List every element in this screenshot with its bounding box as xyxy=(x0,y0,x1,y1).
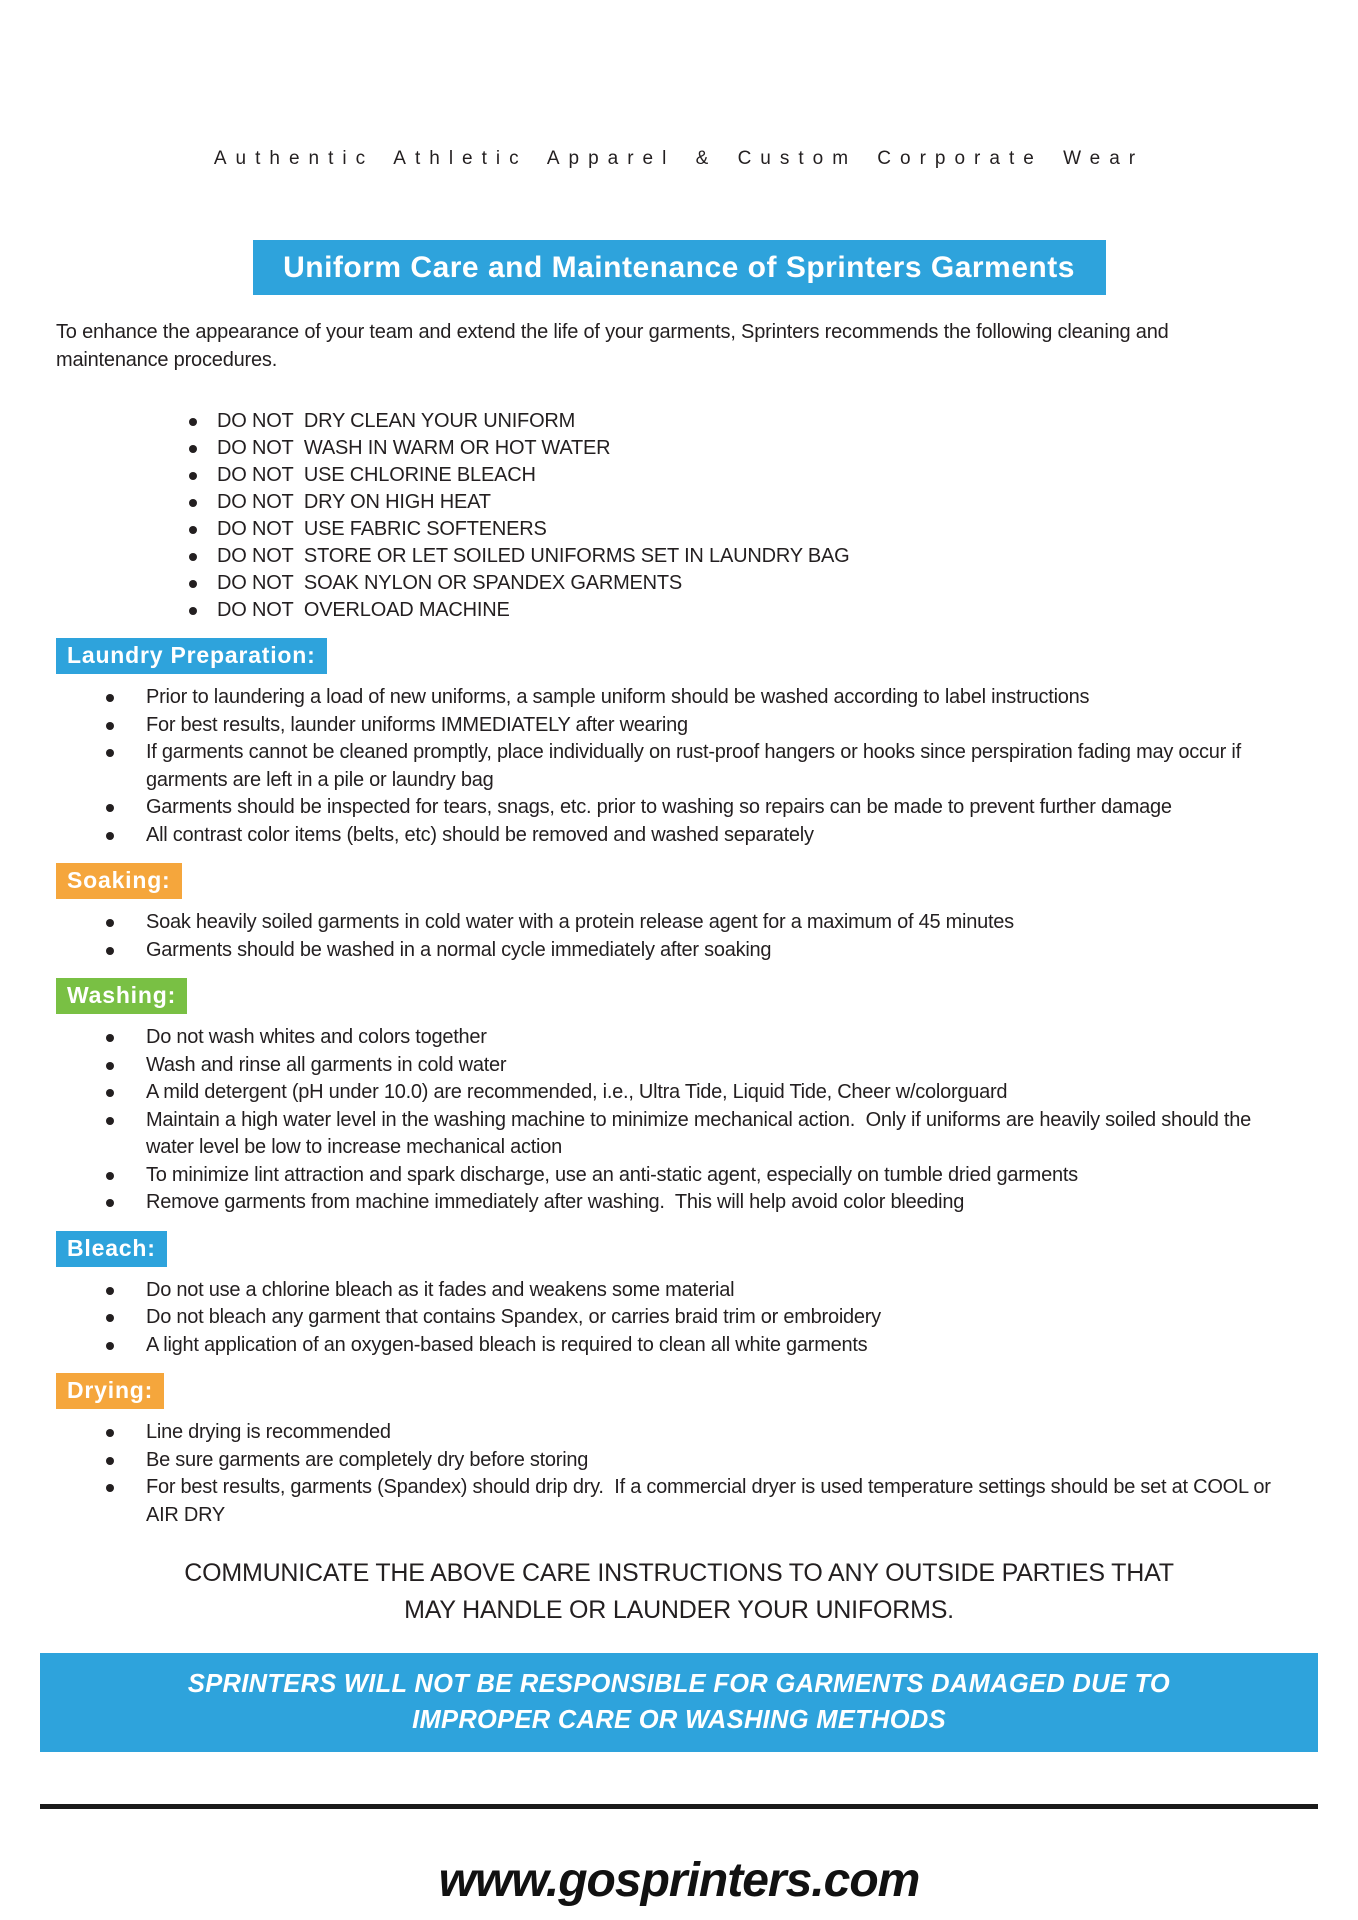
do-not-item xyxy=(189,516,1358,543)
intro-paragraph: To enhance the appearance of your team and extend the life of your garments, Sprinters recommends the following cleaning and maintenance procedures. xyxy=(56,321,1169,371)
disclaimer-line-1: SPRINTERS WILL NOT BE RESPONSIBLE FOR GARMENTS DAMAGED DUE TO xyxy=(187,1670,1171,1698)
section-heading-bleach: Bleach: xyxy=(56,1231,167,1267)
website-url: www.gosprinters.com xyxy=(438,1854,920,1907)
bleach-list xyxy=(0,1277,1358,1360)
do-not-item xyxy=(189,597,1358,624)
bullet-icon xyxy=(106,1484,114,1492)
list-item xyxy=(106,1052,1358,1080)
bullet-icon xyxy=(106,919,114,927)
bullet-icon xyxy=(106,832,114,840)
bullet-icon xyxy=(106,947,114,955)
bullet-icon xyxy=(106,1089,114,1097)
bullet-icon xyxy=(106,749,114,757)
bullet-icon xyxy=(106,1062,114,1070)
section-soaking xyxy=(0,863,1358,964)
list-item-text: A light application of an oxygen-based bleach is required to clean all white garments xyxy=(146,1333,868,1356)
communicate-line-2: MAY HANDLE OR LAUNDER YOUR UNIFORMS. xyxy=(404,1596,954,1624)
do-not-list xyxy=(0,408,1358,624)
list-item xyxy=(106,1419,1358,1447)
do-not-item xyxy=(189,570,1358,597)
list-item-text: Line drying is recommended xyxy=(146,1421,391,1443)
list-item-text: Be sure garments are completely dry before storing xyxy=(146,1448,589,1471)
do-not-text: DO NOT OVERLOAD MACHINE xyxy=(217,599,510,621)
section-heading-laundry-preparation: Laundry Preparation: xyxy=(56,638,327,674)
disclaimer-banner xyxy=(40,1653,1318,1752)
list-item xyxy=(106,1189,1358,1217)
disclaimer-line-2: IMPROPER CARE OR WASHING METHODS xyxy=(412,1706,946,1734)
list-item-text: Wash and rinse all garments in cold water xyxy=(146,1053,507,1076)
list-item xyxy=(106,1474,1358,1529)
page-title: Uniform Care and Maintenance of Sprinters Garments xyxy=(283,250,1075,284)
bullet-icon xyxy=(106,1117,114,1125)
bullet-icon xyxy=(189,580,197,588)
bullet-icon xyxy=(106,804,114,812)
do-not-text: DO NOT USE FABRIC SOFTENERS xyxy=(217,518,547,540)
section-bleach xyxy=(0,1231,1358,1360)
brand-tagline: Authentic Athletic Apparel & Custom Corporate Wear xyxy=(213,148,1145,169)
section-washing xyxy=(0,978,1358,1217)
bullet-icon xyxy=(106,694,114,702)
do-not-text: DO NOT SOAK NYLON OR SPANDEX GARMENTS xyxy=(217,572,683,594)
list-item xyxy=(106,1107,1358,1162)
bullet-icon xyxy=(189,526,197,534)
list-item xyxy=(106,1332,1358,1360)
list-item-text: Soak heavily soiled garments in cold water with a protein release agent for a maximum of 45 minutes xyxy=(146,911,1014,933)
list-item xyxy=(106,712,1358,740)
list-item-text: Prior to laundering a load of new uniforms, a sample uniform should be washed according to label instructions xyxy=(146,686,1090,708)
bullet-icon xyxy=(106,722,114,730)
do-not-item xyxy=(189,489,1358,516)
bullet-icon xyxy=(106,1342,114,1350)
list-item xyxy=(106,1162,1358,1190)
list-item-text: For best results, garments (Spandex) should drip dry. If a commercial dryer is used temperature settings should be set at COOL or AIR DRY xyxy=(146,1476,1275,1526)
section-drying xyxy=(0,1373,1358,1529)
list-item-text: All contrast color items (belts, etc) should be removed and washed separately xyxy=(146,823,814,846)
list-item xyxy=(106,909,1358,937)
do-not-text: DO NOT DRY CLEAN YOUR UNIFORM xyxy=(217,410,576,432)
do-not-text: DO NOT USE CHLORINE BLEACH xyxy=(217,464,536,486)
do-not-item xyxy=(189,543,1358,570)
list-item-text: For best results, launder uniforms IMMEDIATELY after wearing xyxy=(146,713,688,736)
list-item-text: Garments should be inspected for tears, snags, etc. prior to washing so repairs can be made to prevent further damage xyxy=(146,796,1172,818)
list-item xyxy=(106,684,1358,712)
list-item-text: If garments cannot be cleaned promptly, place individually on rust-proof hangers or hooks since perspiration fading may occur if garments are left in a pile or laundry bag xyxy=(146,741,1247,791)
do-not-text: DO NOT WASH IN WARM OR HOT WATER xyxy=(217,437,611,459)
bullet-icon xyxy=(189,553,197,561)
bullet-icon xyxy=(189,499,197,507)
list-item xyxy=(106,937,1358,965)
do-not-text: DO NOT DRY ON HIGH HEAT xyxy=(217,491,491,513)
list-item-text: Do not bleach any garment that contains Spandex, or carries braid trim or embroidery xyxy=(146,1306,881,1328)
bullet-icon xyxy=(106,1034,114,1042)
footer-divider xyxy=(40,1804,1318,1809)
bullet-icon xyxy=(189,445,197,453)
drying-list xyxy=(0,1419,1358,1529)
list-item xyxy=(106,794,1358,822)
communicate-notice xyxy=(0,1555,1358,1629)
soaking-list xyxy=(0,909,1358,964)
bullet-icon xyxy=(106,1429,114,1437)
washing-list xyxy=(0,1024,1358,1217)
section-heading-soaking: Soaking: xyxy=(56,863,182,899)
list-item-text: Do not use a chlorine bleach as it fades and weakens some material xyxy=(146,1278,735,1301)
section-heading-washing: Washing: xyxy=(56,978,187,1014)
do-not-item xyxy=(189,435,1358,462)
bullet-icon xyxy=(189,418,197,426)
list-item xyxy=(106,822,1358,850)
list-item-text: To minimize lint attraction and spark discharge, use an anti-static agent, especially on tumble dried garments xyxy=(146,1163,1078,1186)
section-heading-drying: Drying: xyxy=(56,1373,164,1409)
list-item xyxy=(106,739,1358,794)
bullet-icon xyxy=(106,1172,114,1180)
list-item-text: Do not wash whites and colors together xyxy=(146,1026,487,1048)
page-title-bar xyxy=(253,240,1106,295)
list-item xyxy=(106,1024,1358,1052)
do-not-text: DO NOT STORE OR LET SOILED UNIFORMS SET IN LAUNDRY BAG xyxy=(217,545,850,567)
section-laundry-preparation xyxy=(0,638,1358,849)
bullet-icon xyxy=(189,472,197,480)
list-item-text: Remove garments from machine immediately after washing. This will help avoid color bleeding xyxy=(146,1191,965,1213)
bullet-icon xyxy=(106,1199,114,1207)
list-item xyxy=(106,1079,1358,1107)
list-item xyxy=(106,1447,1358,1475)
laundry-preparation-list xyxy=(0,684,1358,849)
list-item-text: Garments should be washed in a normal cycle immediately after soaking xyxy=(146,938,772,961)
bullet-icon xyxy=(106,1314,114,1322)
list-item xyxy=(106,1277,1358,1305)
list-item-text: Maintain a high water level in the washing machine to minimize mechanical action. Only if uniforms are heavily soiled should the water level be low to increase mechanical action xyxy=(146,1108,1257,1158)
bullet-icon xyxy=(106,1457,114,1465)
list-item-text: A mild detergent (pH under 10.0) are recommended, i.e., Ultra Tide, Liquid Tide, Cheer w/colorguard xyxy=(146,1081,1008,1103)
do-not-item xyxy=(189,408,1358,435)
do-not-item xyxy=(189,462,1358,489)
bullet-icon xyxy=(106,1287,114,1295)
list-item xyxy=(106,1304,1358,1332)
bullet-icon xyxy=(189,607,197,615)
communicate-line-1: COMMUNICATE THE ABOVE CARE INSTRUCTIONS TO ANY OUTSIDE PARTIES THAT xyxy=(184,1559,1174,1587)
